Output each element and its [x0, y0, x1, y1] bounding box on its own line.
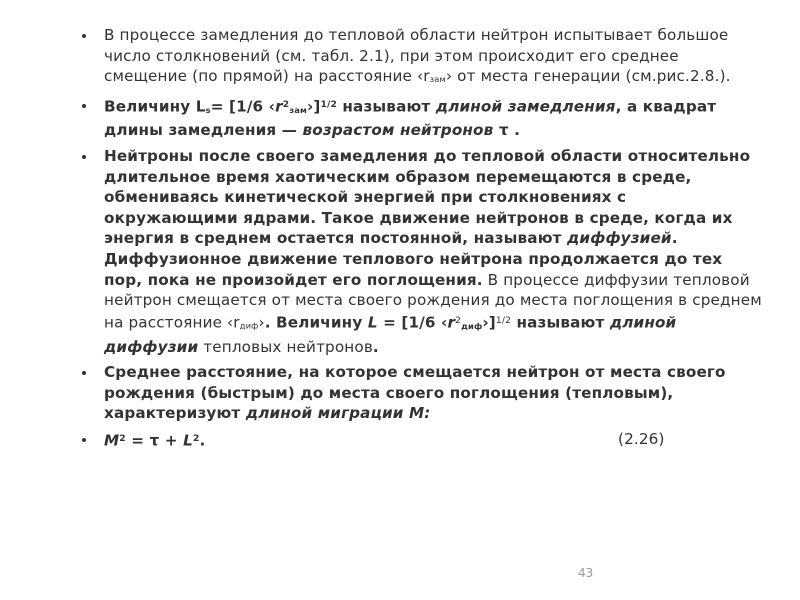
bullet-dot-icon: [82, 438, 86, 442]
bullet-text: ›: [258, 313, 265, 332]
term-migration-length: длиной миграции М:: [245, 404, 431, 423]
term-diffusion-length: длиной диффузии: [104, 313, 677, 356]
formula-symbol: L: [183, 431, 193, 450]
subscript: зам: [429, 74, 446, 85]
equation-number: (2.26): [618, 429, 665, 448]
bullet-slowing-down-length: [82, 95, 762, 141]
superscript: 1/2: [495, 315, 512, 326]
bullet-dot-icon: [82, 371, 86, 375]
bullet-dot-icon: [82, 104, 86, 108]
superscript: 2: [282, 99, 290, 110]
bullet-text: называют: [511, 313, 610, 332]
bullet-dot-icon: [82, 155, 86, 159]
bullet-slowing-down-displacement: [82, 25, 762, 90]
superscript: 2: [192, 433, 200, 444]
bullet-text: = [1/6 ‹: [210, 97, 276, 116]
bullet-migration-length: [82, 362, 762, 424]
bullet-text: , а квадрат длины замедления —: [104, 97, 717, 140]
formula-symbol: М: [104, 431, 120, 450]
subscript: зам: [289, 104, 307, 115]
subscript: s: [205, 104, 211, 115]
formula-symbol: r: [275, 97, 283, 116]
term-slowing-down-length: длиной замедления: [435, 97, 616, 116]
bullet-text: ›]: [306, 97, 321, 116]
subscript: диф: [461, 320, 483, 331]
bullet-text: В процессе замедления до тепловой области нейтрон испытывает большое число столкновений (см. табл. 2.1), при этом происходит его среднее смещение (по прямой) на расстояние ‹r: [104, 26, 729, 86]
subscript: диф: [239, 320, 259, 331]
bullet-formula: [82, 429, 762, 451]
formula-text: .: [199, 431, 206, 450]
superscript: 1/2: [320, 99, 337, 110]
bullet-text: В процессе диффузии тепловой нейтрон смещается от места своего рождения до места поглощения в среднем на расстояние ‹r: [104, 270, 762, 332]
bullet-list: [82, 25, 762, 456]
bullet-text: ›]: [482, 313, 496, 332]
bullet-text: . Диффузионное движение теплового нейтрона продолжается до тех пор, пока не произойдет его поглощения.: [104, 229, 723, 289]
formula-symbol: r: [447, 313, 456, 332]
superscript: 2: [455, 315, 462, 326]
bullet-text: › от места генерации (см.рис.2.8.).: [445, 67, 731, 86]
bullet-dot-icon: [82, 34, 86, 38]
page-number: 43: [578, 566, 594, 580]
bullet-text: тепловых нейтронов: [198, 337, 373, 356]
term-neutron-age: возрастом нейтронов: [302, 121, 494, 140]
bullet-text: τ .: [493, 121, 521, 140]
term-diffusion: диффузией: [567, 229, 672, 248]
bullet-text: Нейтроны после своего замедления до тепловой области относительно длительное время хаотическим образом перемещаются в среде, обмениваясь кинетической энергией при столкновениях с окружающими ядрами. Такое движение нейтронов в среде, когда их энергия в среднем остается постоянной, называют: [104, 147, 751, 248]
formula-symbol: L: [367, 313, 378, 332]
bullet-text: = [1/6 ‹: [377, 313, 448, 332]
formula-text: = τ +: [125, 431, 184, 450]
bullet-text: называют: [336, 97, 436, 116]
bullet-diffusion: [82, 146, 762, 357]
bullet-text: . Величину: [264, 313, 368, 332]
bullet-text: Величину L: [104, 97, 206, 116]
bullet-text: .: [372, 337, 379, 356]
superscript: 2: [119, 433, 126, 444]
bullet-text: Среднее расстояние, на которое смещается нейтрон от места своего рождения (быстрым) до места своего поглощения (тепловым), характеризуют: [104, 363, 726, 423]
